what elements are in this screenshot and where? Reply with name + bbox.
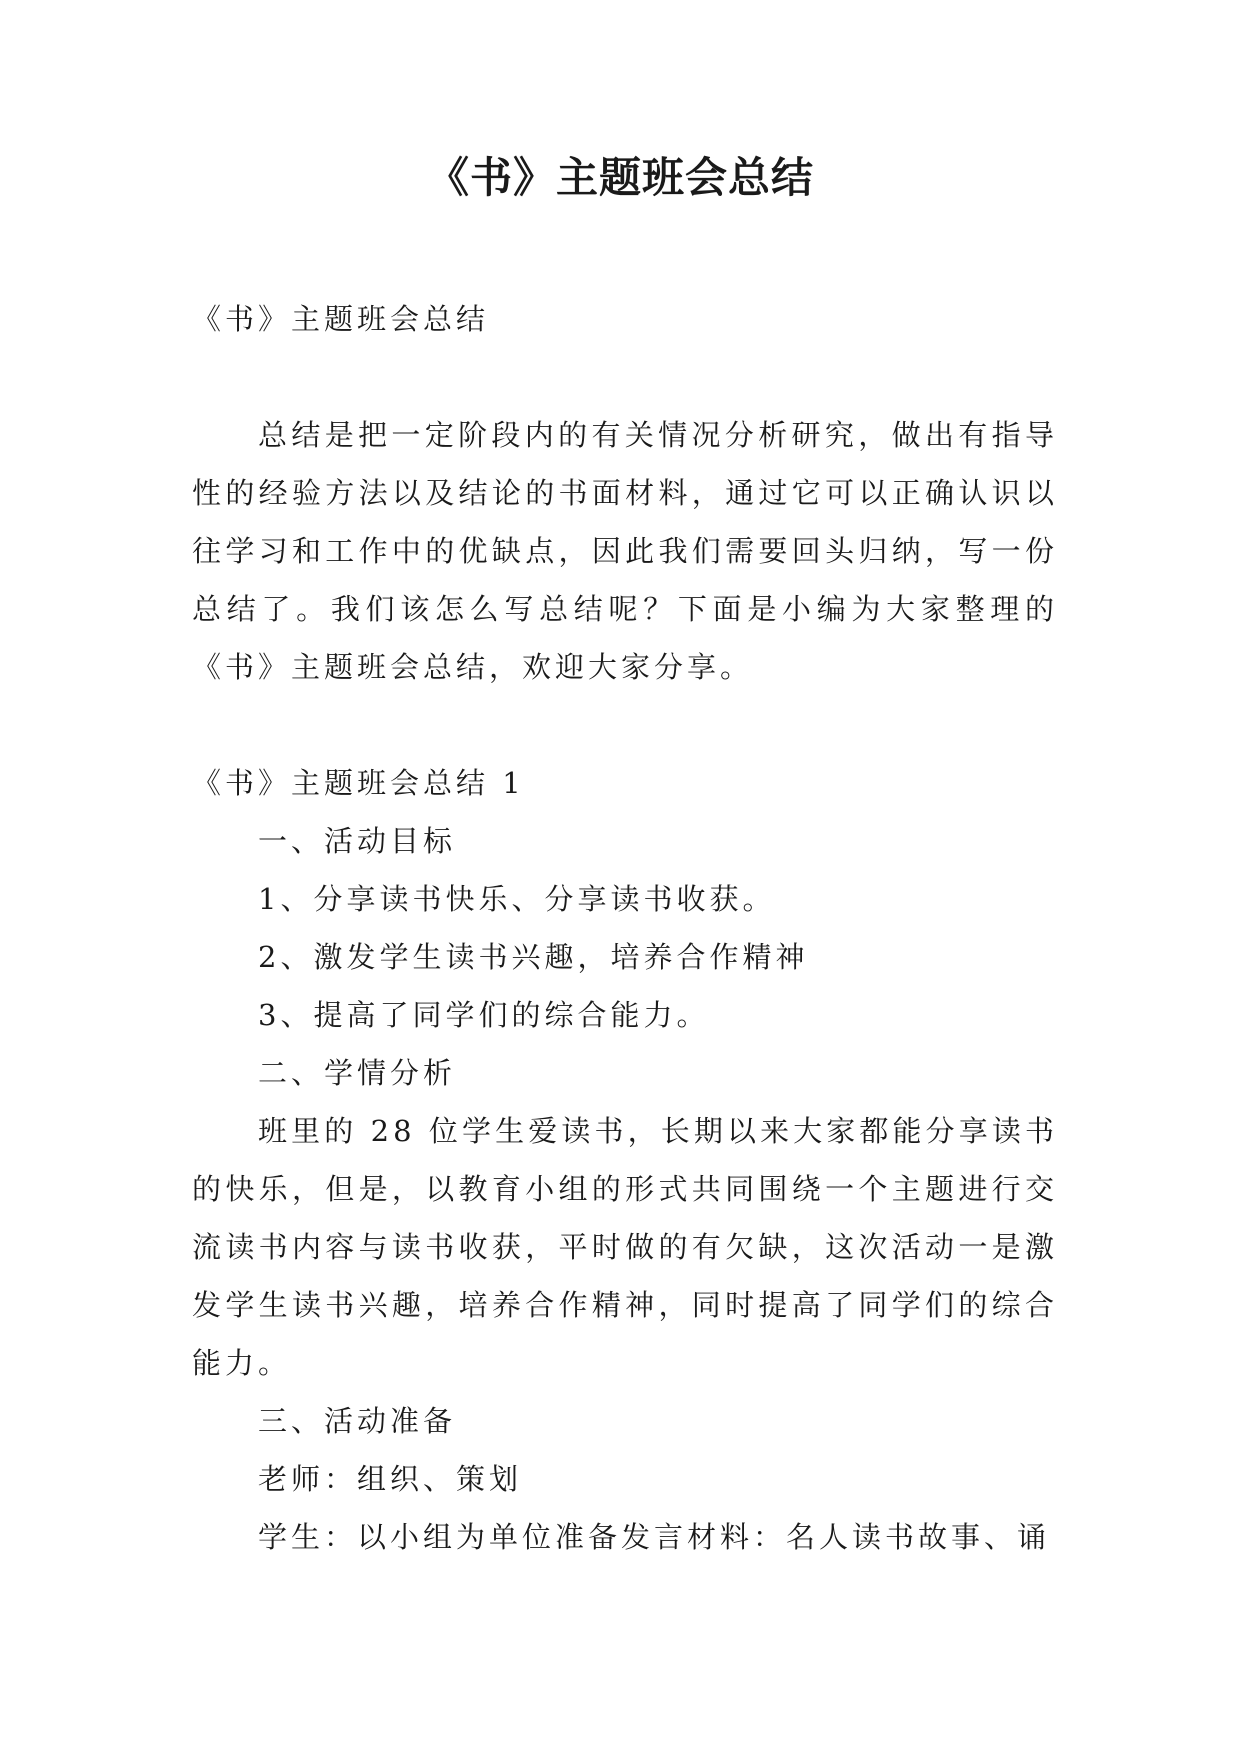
goal-item-1: 1、分享读书快乐、分享读书收获。 bbox=[258, 882, 776, 916]
intro-paragraph: 总结是把一定阶段内的有关情况分析研究，做出有指导性的经验方法以及结论的书面材料，通过它可以正确认识以往学习和工作中的优缺点，因此我们需要回头归纳，写一份总结了。我们该怎么写总结呢？下面是小编为大家整理的《书》主题班会总结，欢迎大家分享。 bbox=[192, 418, 1058, 684]
heading-goals: 一、活动目标 bbox=[258, 824, 457, 858]
heading-preparation: 三、活动准备 bbox=[258, 1404, 457, 1438]
preparation-teacher: 老师：组织、策划 bbox=[258, 1462, 523, 1496]
document-title: 《书》主题班会总结 bbox=[426, 153, 814, 202]
analysis-paragraph: 班里的 28 位学生爱读书，长期以来大家都能分享读书的快乐，但是，以教育小组的形式共同围绕一个主题进行交流读书内容与读书收获，平时做的有欠缺，这次活动一是激发学生读书兴趣，培养合作精神，同时提高了同学们的综合能力。 bbox=[192, 1114, 1058, 1380]
goal-item-2: 2、激发学生读书兴趣，培养合作精神 bbox=[258, 940, 809, 974]
document-body bbox=[192, 290, 1058, 1566]
spacer bbox=[192, 348, 1058, 406]
goal-item-3: 3、提高了同学们的综合能力。 bbox=[258, 998, 710, 1032]
section-title: 《书》主题班会总结 1 bbox=[192, 766, 525, 800]
heading-analysis: 二、学情分析 bbox=[258, 1056, 457, 1090]
preparation-students: 学生：以小组为单位准备发言材料：名人读书故事、诵 bbox=[258, 1520, 1051, 1554]
document-subtitle: 《书》主题班会总结 bbox=[192, 302, 490, 336]
spacer bbox=[192, 696, 1058, 754]
